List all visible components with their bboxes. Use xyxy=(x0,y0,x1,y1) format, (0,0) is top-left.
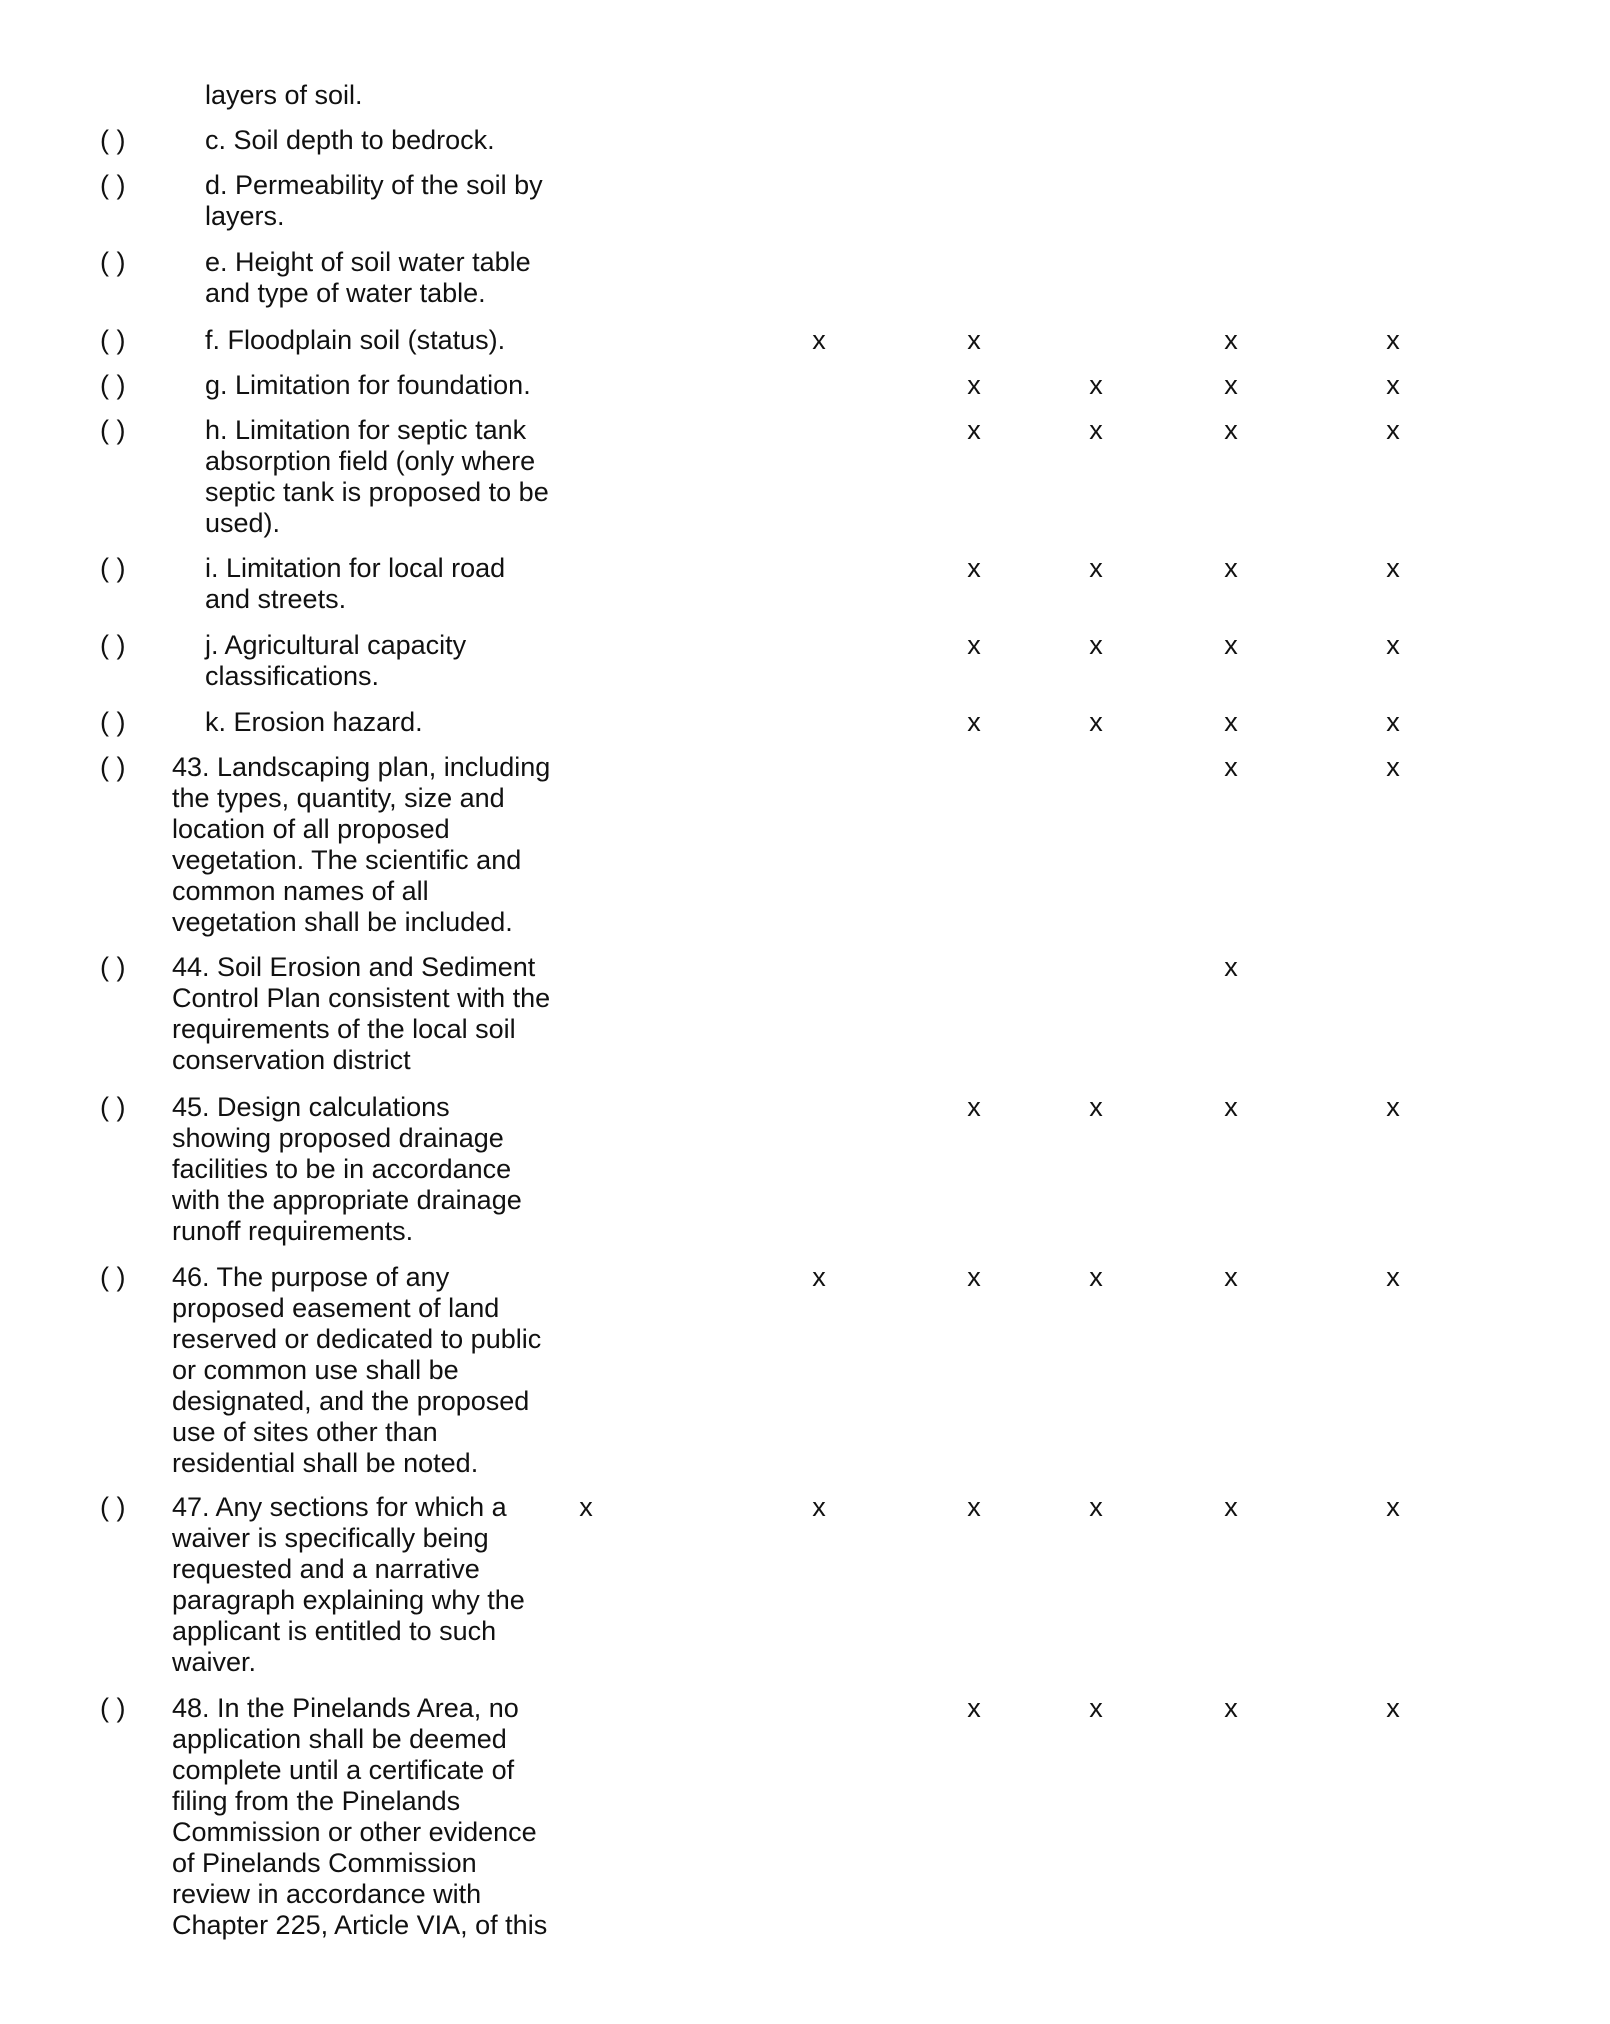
description-line: proposed easement of land xyxy=(172,1293,500,1323)
description-line: of Pinelands Commission xyxy=(172,1848,477,1878)
checkbox-marker[interactable]: ( ) xyxy=(100,415,126,445)
item-description xyxy=(205,247,605,309)
requirement-mark: x xyxy=(1089,1693,1103,1723)
item-description xyxy=(205,370,605,401)
description-line: applicant is entitled to such xyxy=(172,1616,497,1646)
description-line: 44. Soil Erosion and Sediment xyxy=(172,952,536,982)
requirement-mark: x xyxy=(1224,1693,1238,1723)
description-line: c. Soil depth to bedrock. xyxy=(205,125,495,155)
description-line: layers. xyxy=(205,201,285,231)
description-line: waiver is specifically being xyxy=(172,1523,489,1553)
requirement-mark: x xyxy=(1224,325,1238,355)
requirement-mark: x xyxy=(1224,370,1238,400)
item-description xyxy=(205,170,605,232)
description-line: Control Plan consistent with the xyxy=(172,983,551,1013)
description-line: residential shall be noted. xyxy=(172,1448,479,1478)
description-line: requested and a narrative xyxy=(172,1554,480,1584)
requirement-mark: x xyxy=(1089,415,1103,445)
checkbox-marker[interactable]: ( ) xyxy=(100,1693,126,1723)
description-line: facilities to be in accordance xyxy=(172,1154,512,1184)
description-line: review in accordance with xyxy=(172,1879,482,1909)
requirement-mark: x xyxy=(1224,707,1238,737)
description-line: filing from the Pinelands xyxy=(172,1786,461,1816)
requirement-mark: x xyxy=(1089,1262,1103,1292)
description-line: reserved or dedicated to public xyxy=(172,1324,542,1354)
requirement-mark: x xyxy=(967,1693,981,1723)
checkbox-marker[interactable]: ( ) xyxy=(100,553,126,583)
requirement-mark: x xyxy=(1386,325,1400,355)
description-line: used). xyxy=(205,508,281,538)
requirement-mark: x xyxy=(1386,1693,1400,1723)
description-line: application shall be deemed xyxy=(172,1724,507,1754)
requirement-mark: x xyxy=(1089,707,1103,737)
requirement-mark: x xyxy=(1089,370,1103,400)
description-line: conservation district xyxy=(172,1045,411,1075)
requirement-mark: x xyxy=(967,630,981,660)
description-line: common names of all xyxy=(172,876,429,906)
description-line: runoff requirements. xyxy=(172,1216,414,1246)
description-line: 46. The purpose of any xyxy=(172,1262,450,1292)
requirement-mark: x xyxy=(812,1492,826,1522)
description-line: vegetation shall be included. xyxy=(172,907,513,937)
requirement-mark: x xyxy=(1224,1492,1238,1522)
requirement-mark: x xyxy=(967,1262,981,1292)
requirement-mark: x xyxy=(967,415,981,445)
checkbox-marker[interactable]: ( ) xyxy=(100,1262,126,1292)
description-line: or common use shall be xyxy=(172,1355,459,1385)
item-description xyxy=(172,1693,572,1941)
checkbox-marker[interactable]: ( ) xyxy=(100,370,126,400)
description-line: Chapter 225, Article VIA, of this xyxy=(172,1910,548,1940)
item-description xyxy=(172,1492,572,1678)
description-line: layers of soil. xyxy=(205,80,363,110)
description-line: septic tank is proposed to be xyxy=(205,477,549,507)
item-description xyxy=(205,707,605,738)
checkbox-marker[interactable]: ( ) xyxy=(100,170,126,200)
requirement-mark: x xyxy=(1386,415,1400,445)
requirement-mark: x xyxy=(1224,952,1238,982)
description-line: e. Height of soil water table xyxy=(205,247,531,277)
requirement-mark: x xyxy=(1386,1092,1400,1122)
item-description xyxy=(205,415,605,539)
item-description xyxy=(172,1262,572,1479)
requirement-mark: x xyxy=(1089,553,1103,583)
description-line: waiver. xyxy=(172,1647,257,1677)
description-line: absorption field (only where xyxy=(205,446,536,476)
requirement-mark: x xyxy=(1224,630,1238,660)
description-line: paragraph explaining why the xyxy=(172,1585,525,1615)
requirement-mark: x xyxy=(967,1492,981,1522)
description-line: classifications. xyxy=(205,661,380,691)
checkbox-marker[interactable]: ( ) xyxy=(100,752,126,782)
requirement-mark: x xyxy=(1386,1262,1400,1292)
description-line: vegetation. The scientific and xyxy=(172,845,522,875)
description-line: g. Limitation for foundation. xyxy=(205,370,531,400)
checkbox-marker[interactable]: ( ) xyxy=(100,125,126,155)
checkbox-marker[interactable]: ( ) xyxy=(100,247,126,277)
description-line: Commission or other evidence xyxy=(172,1817,537,1847)
requirement-mark: x xyxy=(1089,1492,1103,1522)
requirement-mark: x xyxy=(967,325,981,355)
description-line: h. Limitation for septic tank xyxy=(205,415,527,445)
item-description xyxy=(205,553,605,615)
description-line: d. Permeability of the soil by xyxy=(205,170,543,200)
requirement-mark: x xyxy=(812,325,826,355)
item-description xyxy=(205,630,605,692)
description-line: with the appropriate drainage xyxy=(172,1185,522,1215)
item-description xyxy=(172,752,572,938)
requirement-mark: x xyxy=(579,1492,593,1522)
item-description xyxy=(172,1092,572,1247)
description-line: the types, quantity, size and xyxy=(172,783,505,813)
requirement-mark: x xyxy=(1386,370,1400,400)
checkbox-marker[interactable]: ( ) xyxy=(100,325,126,355)
requirement-mark: x xyxy=(1386,752,1400,782)
requirement-mark: x xyxy=(967,370,981,400)
description-line: j. Agricultural capacity xyxy=(205,630,467,660)
requirement-mark: x xyxy=(967,1092,981,1122)
requirement-mark: x xyxy=(1224,752,1238,782)
requirement-mark: x xyxy=(967,553,981,583)
description-line: k. Erosion hazard. xyxy=(205,707,423,737)
description-line: complete until a certificate of xyxy=(172,1755,515,1785)
requirement-mark: x xyxy=(1386,630,1400,660)
requirement-mark: x xyxy=(1224,415,1238,445)
description-line: and streets. xyxy=(205,584,347,614)
description-line: 43. Landscaping plan, including xyxy=(172,752,551,782)
description-line: 48. In the Pinelands Area, no xyxy=(172,1693,519,1723)
requirement-mark: x xyxy=(1224,553,1238,583)
requirement-mark: x xyxy=(1224,1092,1238,1122)
requirement-mark: x xyxy=(812,1262,826,1292)
description-line: showing proposed drainage xyxy=(172,1123,504,1153)
description-line: 47. Any sections for which a xyxy=(172,1492,507,1522)
item-description xyxy=(205,125,605,156)
checkbox-marker[interactable]: ( ) xyxy=(100,952,126,982)
description-line: designated, and the proposed xyxy=(172,1386,530,1416)
requirement-mark: x xyxy=(1386,553,1400,583)
requirement-mark: x xyxy=(1386,1492,1400,1522)
requirement-mark: x xyxy=(967,707,981,737)
item-description xyxy=(205,80,605,111)
item-description xyxy=(172,952,572,1076)
requirement-mark: x xyxy=(1089,1092,1103,1122)
description-line: f. Floodplain soil (status). xyxy=(205,325,506,355)
requirement-mark: x xyxy=(1089,630,1103,660)
description-line: use of sites other than xyxy=(172,1417,438,1447)
description-line: and type of water table. xyxy=(205,278,486,308)
description-line: location of all proposed xyxy=(172,814,450,844)
description-line: i. Limitation for local road xyxy=(205,553,506,583)
checkbox-marker[interactable]: ( ) xyxy=(100,630,126,660)
requirement-mark: x xyxy=(1224,1262,1238,1292)
requirement-mark: x xyxy=(1386,707,1400,737)
description-line: 45. Design calculations xyxy=(172,1092,450,1122)
checkbox-marker[interactable]: ( ) xyxy=(100,707,126,737)
checkbox-marker[interactable]: ( ) xyxy=(100,1092,126,1122)
checkbox-marker[interactable]: ( ) xyxy=(100,1492,126,1522)
item-description xyxy=(205,325,605,356)
description-line: requirements of the local soil xyxy=(172,1014,516,1044)
